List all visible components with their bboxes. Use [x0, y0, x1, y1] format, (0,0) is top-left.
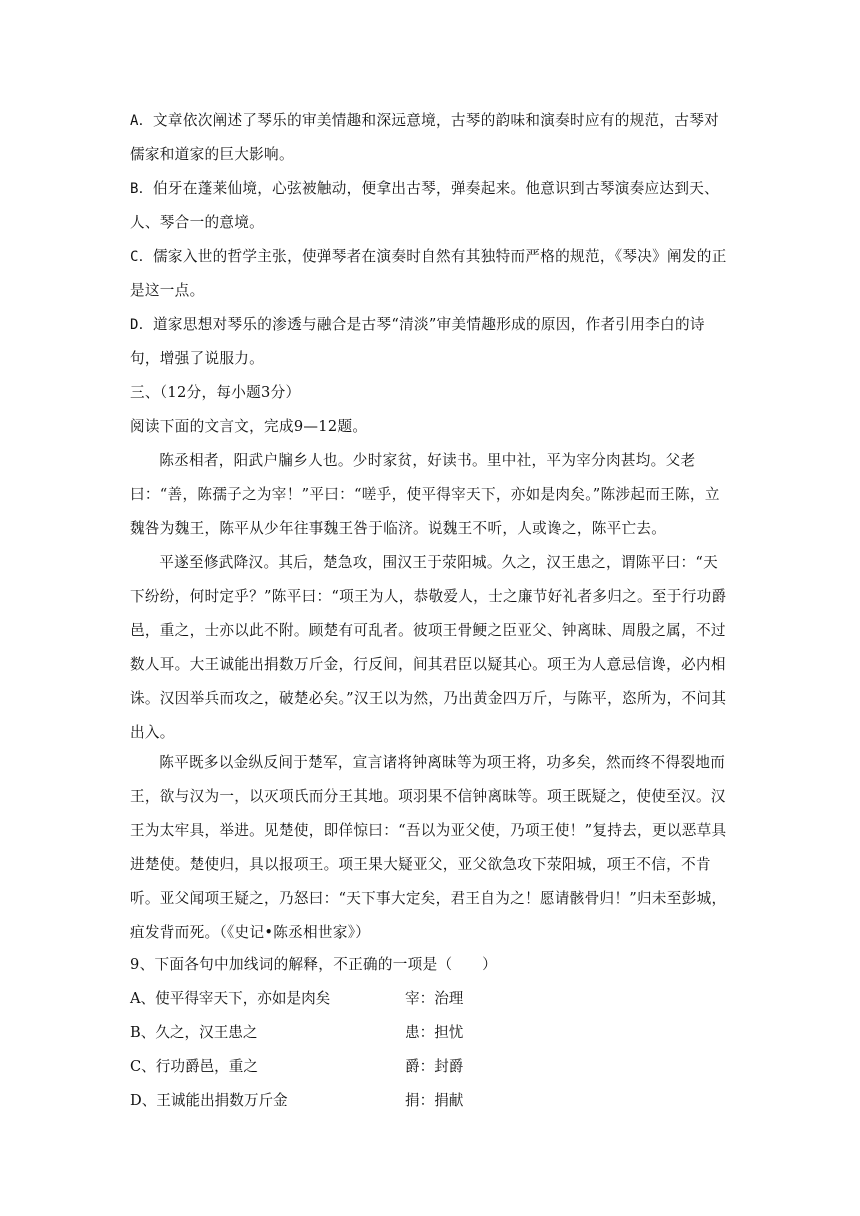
- option-gloss: 捐：捐献: [405, 1092, 464, 1109]
- option-c-prev: [130, 240, 730, 308]
- section-heading: 三、（12分，每小题3分）: [130, 384, 301, 401]
- option-sentence: B、久之，汉王患之: [130, 1024, 258, 1041]
- option-text: 道家思想对琴乐的渗透与融合是古琴“清淡”审美情趣形成的原因，作者引用李白的诗句，增强了说服力。: [130, 316, 705, 367]
- option-letter: C．: [130, 249, 154, 265]
- question-option-c: [130, 1050, 730, 1084]
- option-text: 文章依次阐述了琴乐的审美情趣和深远意境，古琴的韵味和演奏时应有的规范，古琴对儒家和道家的巨大影响。: [130, 112, 719, 163]
- passage-paragraph-3: 陈平既多以金纵反间于楚军，宣言诸将钟离昧等为项王将，功多矣，然而终不得裂地而王，欲与汉为一，以灭项氏而分王其地。项羽果不信钟离昧等。项王既疑之，使使至汉。汉王为太牢具，举进。见楚使，即佯惊曰：“吾以为亚父使，乃项王使！”复持去，更以恶草具进楚使。楚使归，具以报项王。项王果大疑亚父，亚父欲急攻下荥阳城，项王不信，不肯听。亚父闻项王疑之，乃怒曰：“天下事大定矣，君王自为之！愿请骸骨归！”归未至彭城，疽发背而死。（《史记•陈丞相世家》）: [130, 754, 727, 941]
- option-gloss: 患：担忧: [405, 1024, 464, 1041]
- option-letter: D．: [130, 317, 154, 333]
- option-b-prev: [130, 172, 730, 240]
- option-text: 儒家入世的哲学主张，使弹琴者在演奏时自然有其独特而严格的规范，《琴决》阐发的正是这一点。: [130, 248, 727, 299]
- passage-paragraph-1: 陈丞相者，阳武户牖乡人也。少时家贫，好读书。里中社，平为宰分肉甚均。父老曰：“善，陈孺子之为宰！”平曰：“嗟乎，使平得宰天下，亦如是肉矣。”陈涉起而王陈，立魏咎为魏王，陈平从少年往事魏王咎于临济。说魏王不听，人或谗之，陈平亡去。: [130, 452, 720, 537]
- option-sentence: A、使平得宰天下，亦如是肉矣: [130, 990, 331, 1007]
- option-text: 伯牙在蓬莱仙境，心弦被触动，便拿出古琴，弹奏起来。他意识到古琴演奏应达到天、人、琴合一的意境。: [130, 180, 719, 231]
- option-a-prev: [130, 104, 730, 172]
- option-sentence: C、行功爵邑，重之: [130, 1058, 258, 1075]
- option-gloss: 爵：封爵: [405, 1058, 464, 1075]
- option-letter: A．: [130, 113, 154, 129]
- option-gloss: 宰：治理: [405, 990, 464, 1007]
- section-instruction: 阅读下面的文言文，完成9—12题。: [130, 418, 368, 435]
- option-sentence: D、王诚能出捐数万斤金: [130, 1092, 288, 1109]
- passage-paragraph-2: 平遂至修武降汉。其后，楚急攻，围汉王于荥阳城。久之，汉王患之，谓陈平曰：“天下纷纷，何时定乎？”陈平曰：“项王为人，恭敬爱人，士之廉节好礼者多归之。至于行功爵邑，重之，士亦以此不附。顾楚有可乱者。彼项王骨鲠之臣亚父、钟离昧、周殷之属，不过数人耳。大王诚能出捐数万斤金，行反间，间其君臣以疑其心。项王为人意忌信谗，必内相诛。汉因举兵而攻之，破楚必矣。”汉王以为然，乃出黄金四万斤，与陈平，恣所为，不问其出入。: [130, 554, 727, 741]
- question-stem: 9、下面各句中加线词的解释，不正确的一项是（ ）: [130, 956, 498, 973]
- option-d-prev: [130, 308, 730, 376]
- question-option-d: [130, 1084, 730, 1118]
- option-letter: B．: [130, 181, 154, 197]
- question-option-b: [130, 1016, 730, 1050]
- question-option-a: [130, 982, 730, 1016]
